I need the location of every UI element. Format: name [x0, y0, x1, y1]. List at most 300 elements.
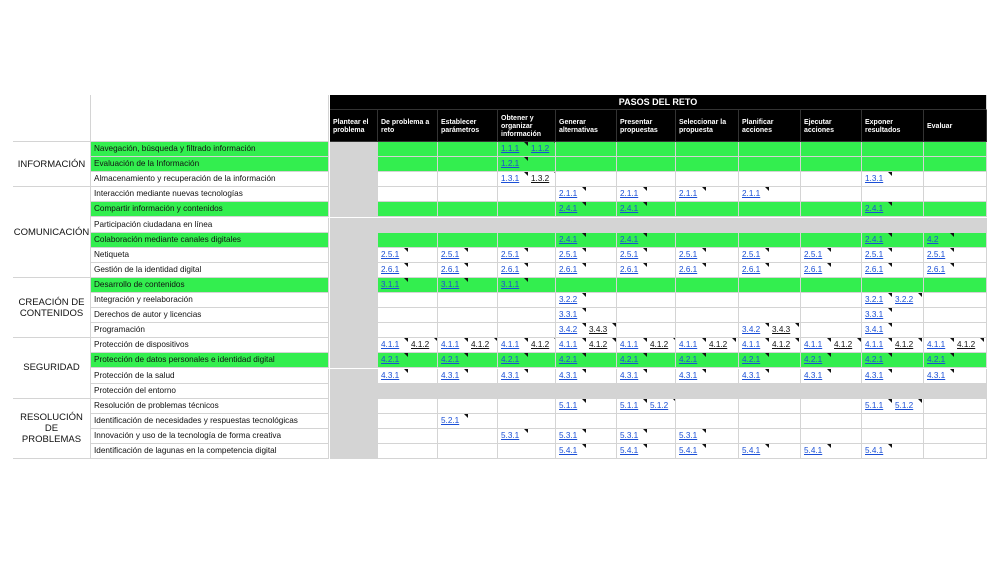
- step-cell: [378, 414, 438, 429]
- comment-marker-icon: [765, 187, 769, 191]
- step-cell: [330, 308, 378, 323]
- reference-link[interactable]: 4.2.1: [927, 355, 946, 365]
- competence-label: Resolución de problemas técnicos: [91, 399, 329, 414]
- comment-marker-icon: [888, 323, 892, 327]
- step-cell: [438, 248, 498, 263]
- comment-marker-icon: [464, 414, 468, 418]
- comment-marker-icon: [464, 263, 468, 267]
- step-cell: [739, 338, 801, 353]
- reference-link[interactable]: 2.6.1: [501, 264, 520, 274]
- competence-label: Identificación de lagunas en la competencia digital: [91, 444, 329, 459]
- step-cell: [556, 157, 617, 172]
- reference-link[interactable]: 5.4.1: [742, 446, 761, 455]
- reference-link[interactable]: 4.3.1: [865, 370, 884, 380]
- step-cell: [498, 293, 556, 308]
- reference-link[interactable]: 4.1.1: [381, 340, 400, 350]
- reference-link[interactable]: 2.4.1: [559, 234, 578, 244]
- reference-link[interactable]: 2.6.1: [620, 264, 639, 274]
- competence-label: Gestión de la identidad digital: [91, 263, 329, 278]
- step-cell: [924, 399, 987, 414]
- reference-link[interactable]: 2.6.1: [804, 264, 823, 274]
- step-cell: [438, 429, 498, 444]
- competence-label: Identificación de necesidades y respuestas tecnológicas: [91, 414, 329, 429]
- step-cell: [862, 263, 924, 278]
- reference-link[interactable]: 4.1.1: [501, 340, 520, 350]
- step-cell: [330, 323, 378, 338]
- step-cell: [801, 444, 862, 459]
- reference-link[interactable]: 5.4.1: [620, 446, 639, 455]
- comment-marker-icon: [702, 248, 706, 252]
- comment-marker-icon: [827, 338, 831, 342]
- step-cell: [438, 369, 498, 384]
- reference-link[interactable]: 5.4.1: [804, 446, 823, 455]
- step-cell: [330, 248, 378, 263]
- step-cell: [739, 323, 801, 338]
- step-cell: [739, 263, 801, 278]
- reference-link[interactable]: 4.3.1: [742, 370, 761, 380]
- step-cell: [924, 202, 987, 217]
- comment-marker-icon: [524, 278, 528, 282]
- step-cell: [924, 338, 987, 353]
- reference-link[interactable]: 5.4.1: [559, 446, 578, 455]
- comment-marker-icon: [950, 233, 954, 237]
- step-cell: [330, 187, 378, 202]
- step-cell: [438, 142, 498, 157]
- reference-link: 4.1.2: [957, 340, 976, 350]
- reference-link[interactable]: 3.1.1: [381, 279, 400, 289]
- reference-link[interactable]: 5.3.1: [501, 430, 520, 440]
- reference-link[interactable]: 3.4.2: [742, 325, 761, 335]
- comment-marker-icon: [582, 308, 586, 312]
- reference-link[interactable]: 4.1.1: [559, 340, 578, 350]
- step-header: Exponer resultados: [862, 110, 924, 142]
- reference-link: 4.1.2: [650, 340, 669, 350]
- competence-label: Navegación, búsqueda y filtrado información: [91, 142, 329, 157]
- reference-link[interactable]: 2.5.1: [441, 249, 460, 259]
- reference-link[interactable]: 5.4.1: [865, 446, 884, 455]
- reference-link[interactable]: 5.3.1: [620, 430, 639, 440]
- reference-link[interactable]: 2.6.1: [441, 264, 460, 274]
- reference-link[interactable]: 4.2.1: [742, 355, 761, 365]
- reference-link[interactable]: 1.1.1: [501, 144, 520, 153]
- step-header: De problema a reto: [378, 110, 438, 142]
- comment-marker-icon: [702, 187, 706, 191]
- step-cell: [556, 172, 617, 187]
- step-cell: [924, 187, 987, 202]
- step-cell: [330, 444, 378, 459]
- comment-marker-icon: [404, 248, 408, 252]
- comment-marker-icon: [643, 248, 647, 252]
- table-title: PASOS DEL RETO: [330, 95, 987, 110]
- comment-marker-icon: [404, 353, 408, 357]
- step-cell: [378, 248, 438, 263]
- step-cell: [924, 263, 987, 278]
- step-cell: [617, 399, 676, 414]
- reference-link[interactable]: 5.1.1: [620, 400, 639, 410]
- category-label: COMUNICACIÓN: [13, 187, 91, 278]
- step-cell: [739, 218, 801, 233]
- reference-link: 4.1.2: [772, 340, 791, 350]
- step-cell: [617, 157, 676, 172]
- step-cell: [801, 248, 862, 263]
- reference-link[interactable]: 4.2: [927, 234, 939, 244]
- comment-marker-icon: [524, 248, 528, 252]
- reference-link[interactable]: 2.6.1: [679, 264, 698, 274]
- step-cell: [862, 172, 924, 187]
- step-cell: [378, 263, 438, 278]
- reference-link[interactable]: 2.5.1: [742, 249, 761, 259]
- competence-label: Compartir información y contenidos: [91, 202, 329, 217]
- step-cell: [617, 323, 676, 338]
- comment-marker-icon: [765, 353, 769, 357]
- step-cell: [378, 278, 438, 293]
- reference-link[interactable]: 2.1.1: [742, 189, 761, 199]
- reference-link[interactable]: 4.3.1: [804, 370, 823, 380]
- step-cell: [739, 399, 801, 414]
- step-cell: [438, 202, 498, 217]
- reference-link[interactable]: 4.2.1: [865, 355, 884, 365]
- reference-link[interactable]: 5.1.2: [650, 400, 669, 410]
- comment-marker-icon: [582, 369, 586, 373]
- comment-marker-icon: [827, 248, 831, 252]
- step-cell: [556, 338, 617, 353]
- reference-link[interactable]: 4.3.1: [620, 370, 639, 380]
- step-cell: [378, 369, 438, 384]
- comment-marker-icon: [765, 338, 769, 342]
- comment-marker-icon: [582, 399, 586, 403]
- reference-link[interactable]: 3.2.2: [559, 295, 578, 304]
- step-cell: [801, 353, 862, 368]
- reference-link[interactable]: 5.1.2: [895, 400, 914, 410]
- step-cell: [739, 308, 801, 323]
- step-cell: [556, 142, 617, 157]
- step-cell: [438, 293, 498, 308]
- reference-link[interactable]: 2.6.1: [927, 264, 946, 274]
- step-cell: [498, 429, 556, 444]
- reference-link: 4.1.2: [411, 340, 430, 350]
- step-cell: [739, 444, 801, 459]
- step-cell: [801, 384, 862, 399]
- reference-link[interactable]: 4.2.1: [559, 355, 578, 365]
- reference-link: 4.1.2: [834, 340, 853, 350]
- reference-link[interactable]: 3.3.1: [559, 310, 578, 320]
- reference-link[interactable]: 4.1.1: [679, 340, 698, 350]
- reference-link[interactable]: 2.5.1: [381, 249, 400, 259]
- competence-label: Evaluación de la Información: [91, 157, 329, 172]
- comment-marker-icon: [464, 353, 468, 357]
- reference-link[interactable]: 4.2.1: [381, 355, 400, 365]
- step-cell: [739, 278, 801, 293]
- reference-link[interactable]: 1.1.2: [531, 144, 550, 153]
- step-cell: [556, 399, 617, 414]
- reference-link[interactable]: 2.5.1: [501, 249, 520, 259]
- reference-link[interactable]: 3.2.2: [895, 295, 914, 304]
- step-cell: [801, 429, 862, 444]
- step-cell: [378, 429, 438, 444]
- step-cell: [378, 142, 438, 157]
- reference-link[interactable]: 2.1.1: [679, 189, 698, 199]
- step-cell: [801, 323, 862, 338]
- reference-link[interactable]: 4.3.1: [559, 370, 578, 380]
- competence-label: Protección del entorno: [91, 384, 329, 399]
- reference-link[interactable]: 2.5.1: [804, 249, 823, 259]
- reference-link[interactable]: 5.4.1: [679, 446, 698, 455]
- comment-marker-icon: [795, 338, 799, 342]
- reference-link[interactable]: 5.1.1: [559, 400, 578, 410]
- reference-link[interactable]: 4.2.1: [804, 355, 823, 365]
- comment-marker-icon: [643, 444, 647, 448]
- step-cell: [438, 384, 498, 399]
- step-cell: [862, 308, 924, 323]
- step-cell: [617, 353, 676, 368]
- reference-link[interactable]: 3.1.1: [501, 279, 520, 289]
- reference-link[interactable]: 2.6.1: [865, 264, 884, 274]
- comment-marker-icon: [950, 353, 954, 357]
- step-cell: [801, 338, 862, 353]
- step-cell: [617, 233, 676, 248]
- reference-link[interactable]: 2.6.1: [381, 264, 400, 274]
- comment-marker-icon: [702, 429, 706, 433]
- reference-link[interactable]: 3.4.2: [559, 325, 578, 335]
- reference-link[interactable]: 2.4.1: [559, 204, 578, 214]
- step-cell: [378, 293, 438, 308]
- reference-link[interactable]: 4.2.1: [620, 355, 639, 365]
- step-cell: [498, 157, 556, 172]
- step-cell: [556, 187, 617, 202]
- step-cell: [556, 369, 617, 384]
- comment-marker-icon: [464, 278, 468, 282]
- comment-marker-icon: [888, 308, 892, 312]
- step-cell: [498, 353, 556, 368]
- step-header: Plantear el problema: [330, 110, 378, 142]
- step-cell: [556, 263, 617, 278]
- step-cell: [438, 278, 498, 293]
- reference-link[interactable]: 2.6.1: [742, 264, 761, 274]
- step-cell: [556, 414, 617, 429]
- reference-link: 4.1.2: [531, 340, 550, 350]
- reference-link[interactable]: 3.1.1: [441, 279, 460, 289]
- step-cell: [676, 233, 739, 248]
- competence-label: Interacción mediante nuevas tecnologías: [91, 187, 329, 202]
- reference-link[interactable]: 2.5.1: [620, 249, 639, 259]
- reference-link[interactable]: 4.3.1: [501, 370, 520, 380]
- reference-link[interactable]: 4.3.1: [381, 370, 400, 380]
- step-cell: [378, 353, 438, 368]
- reference-link[interactable]: 3.4.1: [865, 325, 884, 335]
- step-cell: [617, 218, 676, 233]
- reference-link[interactable]: 4.2.1: [441, 355, 460, 365]
- step-cell: [438, 414, 498, 429]
- reference-link[interactable]: 2.4.1: [865, 234, 884, 244]
- reference-link[interactable]: 2.1.1: [559, 189, 578, 199]
- comment-marker-icon: [582, 323, 586, 327]
- comment-marker-icon: [643, 202, 647, 206]
- step-cell: [498, 308, 556, 323]
- comment-marker-icon: [643, 429, 647, 433]
- reference-link[interactable]: 2.4.1: [620, 204, 639, 214]
- step-cell: [924, 429, 987, 444]
- step-cell: [378, 202, 438, 217]
- reference-link[interactable]: 4.2.1: [679, 355, 698, 365]
- step-cell: [862, 278, 924, 293]
- step-cell: [924, 323, 987, 338]
- reference-link[interactable]: 1.3.1: [865, 174, 884, 184]
- comment-marker-icon: [888, 444, 892, 448]
- step-cell: [378, 308, 438, 323]
- reference-link[interactable]: 4.1.1: [742, 340, 761, 350]
- comment-marker-icon: [582, 233, 586, 237]
- reference-link[interactable]: 3.2.1: [865, 295, 884, 304]
- reference-link[interactable]: 1.3.1: [501, 174, 520, 184]
- step-cell: [676, 414, 739, 429]
- reference-link[interactable]: 1.2.1: [501, 159, 520, 169]
- step-cell: [862, 414, 924, 429]
- step-cell: [801, 218, 862, 233]
- step-cell: [556, 233, 617, 248]
- step-cell: [862, 384, 924, 399]
- step-cell: [676, 399, 739, 414]
- step-cell: [862, 157, 924, 172]
- step-cell: [801, 187, 862, 202]
- reference-link[interactable]: 2.5.1: [865, 249, 884, 259]
- step-cell: [378, 338, 438, 353]
- comment-marker-icon: [404, 263, 408, 267]
- reference-link[interactable]: 2.1.1: [620, 189, 639, 199]
- comment-marker-icon: [643, 369, 647, 373]
- reference-link[interactable]: 2.5.1: [559, 249, 578, 259]
- comment-marker-icon: [950, 263, 954, 267]
- step-cell: [801, 142, 862, 157]
- competence-label: Netiqueta: [91, 248, 329, 263]
- step-cell: [378, 399, 438, 414]
- reference-link[interactable]: 4.3.1: [679, 370, 698, 380]
- comment-marker-icon: [582, 353, 586, 357]
- comment-marker-icon: [524, 338, 528, 342]
- step-cell: [924, 218, 987, 233]
- step-cell: [438, 444, 498, 459]
- reference-link[interactable]: 4.3.1: [441, 370, 460, 380]
- step-cell: [617, 248, 676, 263]
- step-cell: [556, 248, 617, 263]
- step-cell: [801, 172, 862, 187]
- step-cell: [498, 172, 556, 187]
- comment-marker-icon: [643, 353, 647, 357]
- reference-link[interactable]: 4.3.1: [927, 370, 946, 380]
- step-cell: [330, 414, 378, 429]
- step-cell: [924, 233, 987, 248]
- step-cell: [556, 429, 617, 444]
- step-cell: [617, 202, 676, 217]
- reference-link[interactable]: 5.3.1: [679, 430, 698, 440]
- reference-link[interactable]: 4.1.1: [865, 340, 884, 350]
- step-cell: [378, 157, 438, 172]
- step-cell: [739, 369, 801, 384]
- comment-marker-icon: [888, 293, 892, 297]
- step-cell: [739, 172, 801, 187]
- reference-link[interactable]: 4.2.1: [501, 355, 520, 365]
- comment-marker-icon: [582, 444, 586, 448]
- reference-link[interactable]: 4.1.1: [804, 340, 823, 350]
- step-cell: [801, 414, 862, 429]
- step-cell: [862, 142, 924, 157]
- reference-link[interactable]: 4.1.1: [620, 340, 639, 350]
- reference-link[interactable]: 2.4.1: [865, 204, 884, 214]
- step-cell: [924, 444, 987, 459]
- step-cell: [617, 444, 676, 459]
- reference-link[interactable]: 4.1.1: [441, 340, 460, 350]
- comment-marker-icon: [524, 353, 528, 357]
- comment-marker-icon: [582, 248, 586, 252]
- step-cell: [739, 202, 801, 217]
- reference-link[interactable]: 5.1.1: [865, 400, 884, 410]
- step-cell: [330, 263, 378, 278]
- comment-marker-icon: [464, 248, 468, 252]
- reference-link[interactable]: 2.5.1: [679, 249, 698, 259]
- comment-marker-icon: [643, 338, 647, 342]
- comment-marker-icon: [524, 172, 528, 176]
- step-cell: [498, 369, 556, 384]
- step-cell: [330, 384, 378, 399]
- comment-marker-icon: [765, 444, 769, 448]
- step-cell: [330, 399, 378, 414]
- step-cell: [498, 218, 556, 233]
- header-blank-competence: [91, 95, 329, 142]
- reference-link[interactable]: 2.6.1: [559, 264, 578, 274]
- step-cell: [676, 338, 739, 353]
- comment-marker-icon: [612, 338, 616, 342]
- step-cell: [739, 353, 801, 368]
- step-cell: [498, 399, 556, 414]
- step-header: Generar alternativas: [556, 110, 617, 142]
- step-cell: [862, 338, 924, 353]
- step-cell: [676, 263, 739, 278]
- comment-marker-icon: [827, 444, 831, 448]
- step-cell: [438, 172, 498, 187]
- step-cell: [378, 187, 438, 202]
- step-cell: [556, 384, 617, 399]
- step-cell: [801, 308, 862, 323]
- comment-marker-icon: [732, 338, 736, 342]
- step-cell: [676, 172, 739, 187]
- reference-link[interactable]: 2.4.1: [620, 234, 639, 244]
- step-cell: [676, 384, 739, 399]
- comment-marker-icon: [950, 369, 954, 373]
- comment-marker-icon: [643, 233, 647, 237]
- reference-link[interactable]: 5.3.1: [559, 430, 578, 440]
- step-cell: [556, 353, 617, 368]
- step-cell: [556, 278, 617, 293]
- comment-marker-icon: [765, 369, 769, 373]
- step-cell: [617, 384, 676, 399]
- reference-link[interactable]: 2.5.1: [927, 249, 946, 259]
- step-cell: [378, 172, 438, 187]
- step-cell: [498, 323, 556, 338]
- step-cell: [924, 293, 987, 308]
- comment-marker-icon: [827, 263, 831, 267]
- step-cell: [617, 338, 676, 353]
- step-cell: [617, 278, 676, 293]
- step-cell: [676, 278, 739, 293]
- step-cell: [801, 263, 862, 278]
- comment-marker-icon: [464, 338, 468, 342]
- step-cell: [330, 353, 378, 368]
- reference-link[interactable]: 5.2.1: [441, 415, 460, 425]
- reference-link[interactable]: 4.1.1: [927, 340, 946, 350]
- step-cell: [330, 233, 378, 248]
- competence-steps-table: [13, 95, 987, 463]
- reference-link[interactable]: 3.3.1: [865, 310, 884, 320]
- step-cell: [378, 444, 438, 459]
